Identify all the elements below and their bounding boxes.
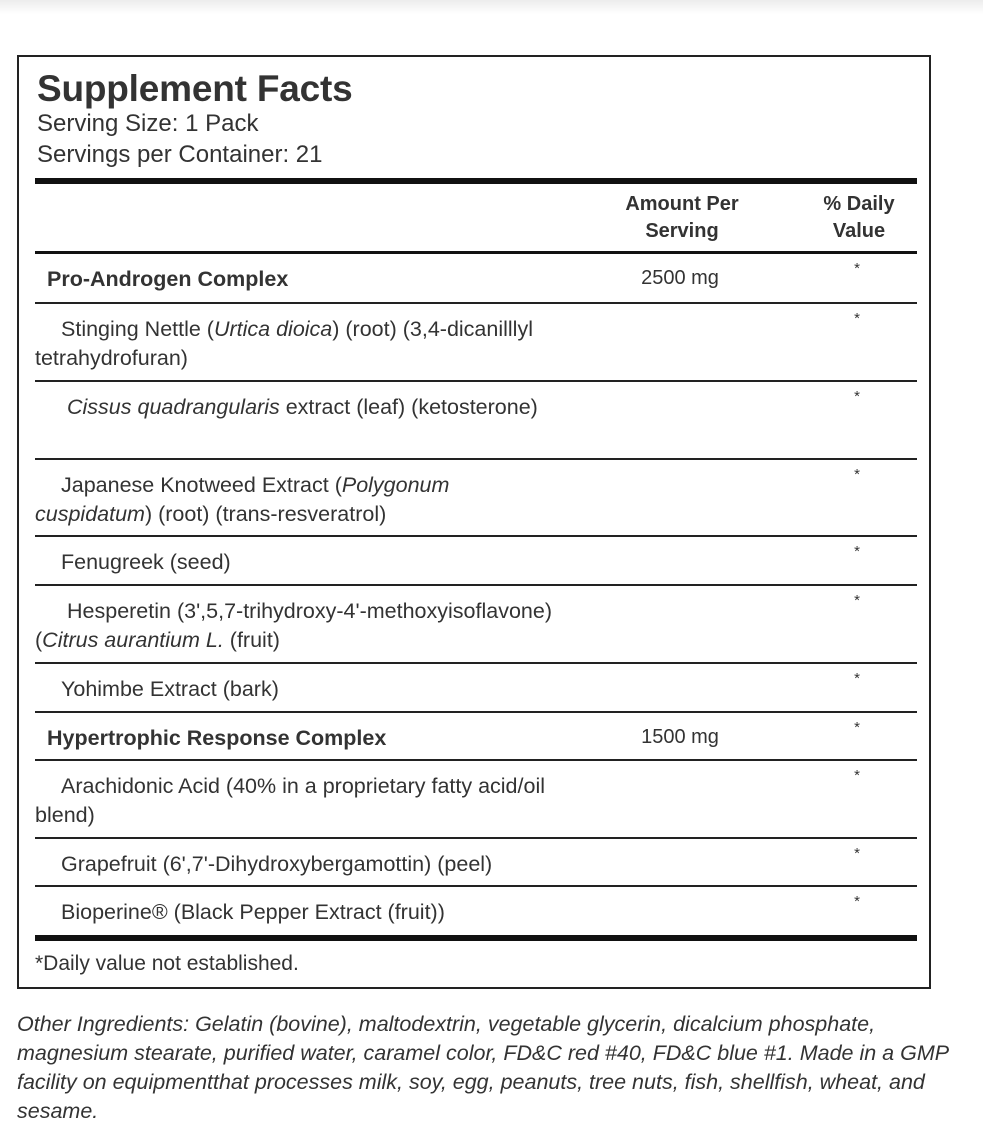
table-row bbox=[35, 586, 917, 664]
ingredient-name: Bioperine® (Black Pepper Extract (fruit)) bbox=[61, 900, 445, 924]
daily-value: * bbox=[854, 719, 860, 736]
ingredient-name: Hesperetin (3',5,7-trihydroxy-4'-methoxyisoflavone) (Citrus aurantium L. (fruit) bbox=[35, 599, 552, 652]
table-row bbox=[35, 761, 917, 839]
ingredient-name: Arachidonic Acid (40% in a proprietary fatty acid/oil blend) bbox=[35, 774, 545, 827]
amount-per-serving: 1500 mg bbox=[641, 726, 719, 748]
ingredient-name: Hypertrophic Response Complex bbox=[47, 726, 387, 750]
table-row bbox=[35, 382, 917, 460]
daily-value: * bbox=[854, 767, 860, 784]
servings-per-container: Servings per Container: 21 bbox=[37, 141, 323, 168]
daily-value: * bbox=[854, 845, 860, 862]
top-divider-bar bbox=[35, 178, 917, 184]
table-row bbox=[35, 664, 917, 713]
amount-per-serving-header: Amount Per Serving bbox=[625, 193, 739, 242]
daily-value: * bbox=[854, 388, 860, 405]
table-row bbox=[35, 887, 917, 935]
daily-value: * bbox=[854, 592, 860, 609]
table-row bbox=[35, 460, 917, 537]
daily-value-header: % Daily Value bbox=[823, 193, 895, 242]
amount-per-serving: 2500 mg bbox=[641, 267, 719, 289]
ingredient-name: Japanese Knotweed Extract (Polygonum cuspidatum) (root) (trans-resveratrol) bbox=[35, 473, 450, 526]
ingredient-name: Pro-Androgen Complex bbox=[47, 267, 289, 291]
ingredient-name: Grapefruit (6',7'-Dihydroxybergamottin) (peel) bbox=[61, 852, 493, 876]
daily-value: * bbox=[854, 670, 860, 687]
facts-title: Supplement Facts bbox=[37, 68, 353, 109]
table-row bbox=[35, 254, 917, 304]
daily-value: * bbox=[854, 260, 860, 277]
bottom-divider-bar bbox=[35, 935, 917, 941]
ingredient-name: Yohimbe Extract (bark) bbox=[61, 677, 279, 701]
other-ingredients-text: Other Ingredients: Gelatin (bovine), maltodextrin, vegetable glycerin, dicalcium phosphate, magnesium stearate, purified water, caramel color, FD&C red #40, FD&C blue #1. Made in a GMP facility on equipmentthat processes milk, soy, egg, peanuts, tree nuts, fish, shellfish, wheat, and sesame. bbox=[17, 1012, 949, 1123]
daily-value: * bbox=[854, 543, 860, 560]
serving-size: Serving Size: 1 Pack bbox=[37, 110, 259, 137]
table-row bbox=[35, 304, 917, 382]
page-top-shade bbox=[0, 0, 983, 14]
table-row bbox=[35, 839, 917, 887]
ingredient-name: Stinging Nettle (Urtica dioica) (root) (3,4-dicanilllyl tetrahydrofuran) bbox=[35, 317, 533, 370]
supplement-facts-panel bbox=[17, 55, 931, 989]
daily-value: * bbox=[854, 310, 860, 327]
table-row bbox=[35, 713, 917, 761]
daily-value-footnote: *Daily value not established. bbox=[35, 952, 299, 975]
daily-value: * bbox=[854, 893, 860, 910]
ingredient-name: Cissus quadrangularis extract (leaf) (ketosterone) bbox=[67, 395, 538, 419]
table-row bbox=[35, 537, 917, 586]
ingredient-name: Fenugreek (seed) bbox=[61, 550, 231, 574]
daily-value: * bbox=[854, 466, 860, 483]
